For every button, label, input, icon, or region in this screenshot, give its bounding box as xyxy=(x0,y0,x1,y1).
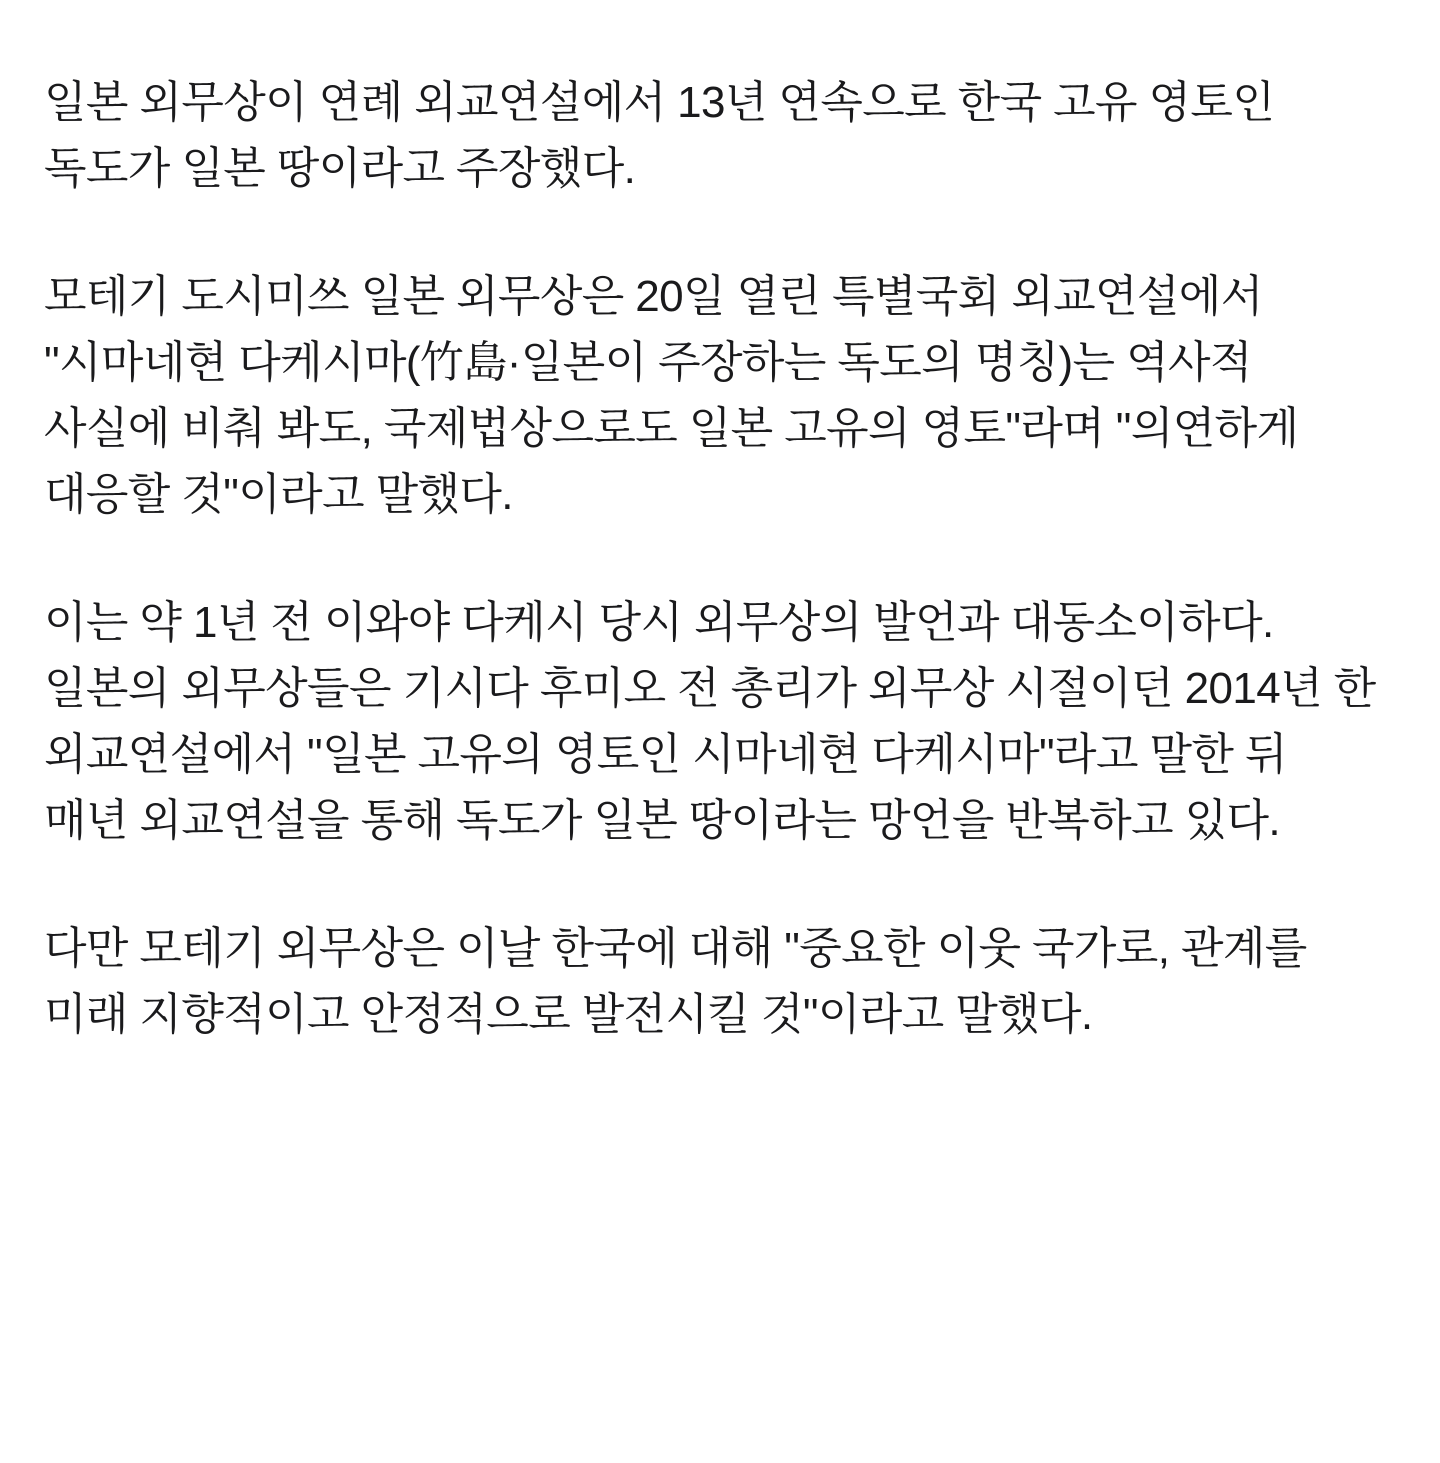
article-paragraph: 모테기 도시미쓰 일본 외무상은 20일 열린 특별국회 외교연설에서 "시마네현 다케시마(竹島·일본이 주장하는 독도의 명칭)는 역사적 사실에 비춰 봐도, 국제법상으로도 일본 고유의 영토"라며 "의연하게 대응할 것"이라고 말했다. xyxy=(44,272,1299,519)
article-paragraph: 다만 모테기 외무상은 이날 한국에 대해 "중요한 이웃 국가로, 관계를 미래 지향적이고 안정적으로 발전시킬 것"이라고 말했다. xyxy=(44,924,1307,1039)
article-paragraph: 일본 외무상이 연례 외교연설에서 13년 연속으로 한국 고유 영토인 독도가 일본 땅이라고 주장했다. xyxy=(44,78,1275,193)
article-paragraph: 이는 약 1년 전 이와야 다케시 당시 외무상의 발언과 대동소이하다. 일본의 외무상들은 기시다 후미오 전 총리가 외무상 시절이던 2014년 한 외교연설에서 "일본 고유의 영토인 시마네현 다케시마"라고 말한 뒤 매년 외교연설을 통해 독도가 일본 땅이라는 망언을 반복하고 있다. xyxy=(44,598,1376,845)
